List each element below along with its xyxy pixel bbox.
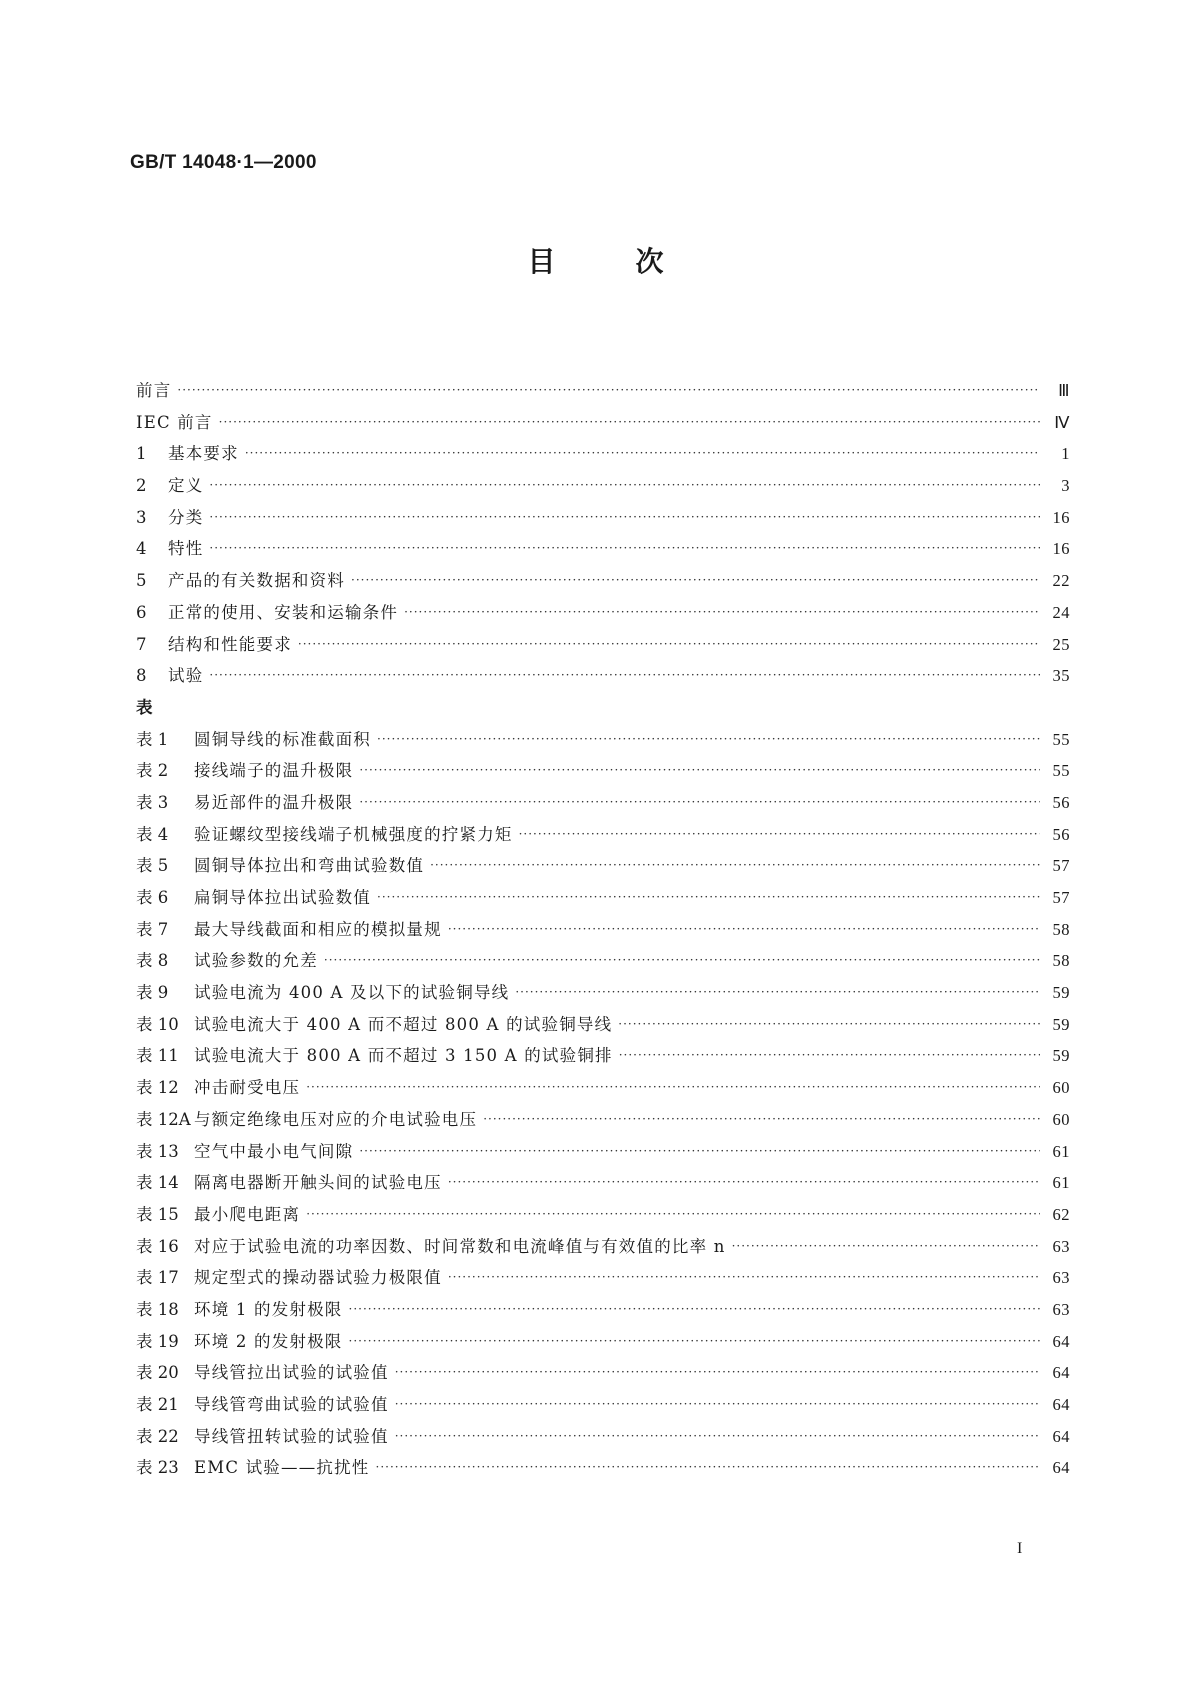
toc-table-page: 64 (1052, 1426, 1070, 1446)
toc-table-page: 57 (1052, 856, 1070, 876)
toc-table-label: EMC 试验——抗扰性 (194, 1458, 370, 1478)
toc-table-page: 55 (1052, 761, 1070, 781)
toc-table-page: 62 (1052, 1204, 1070, 1224)
toc-table-label: 试验电流为 400 A 及以下的试验铜导线 (194, 983, 510, 1003)
toc-table-entry[interactable] (136, 821, 1070, 853)
toc-table-page: 58 (1052, 919, 1070, 939)
page-title-part1: 目 (527, 245, 556, 278)
toc-entry[interactable] (136, 535, 1070, 567)
toc-table-number: 表 18 (136, 1299, 179, 1319)
toc-table-number: 表 12A (136, 1109, 191, 1129)
toc-table-entry[interactable] (136, 1359, 1070, 1391)
toc-leader (483, 1112, 1040, 1126)
toc-table-entry[interactable] (136, 852, 1070, 884)
toc-leader (219, 415, 1040, 429)
toc-table-number: 表 19 (136, 1331, 179, 1351)
toc-table-entry[interactable] (136, 1454, 1070, 1486)
toc-leader (177, 383, 1040, 397)
toc-tables-heading (136, 694, 1070, 726)
toc-entry-number: 8 (136, 666, 147, 686)
toc-table-label: 易近部件的温升极限 (194, 792, 354, 812)
toc-table-label: 验证螺纹型接线端子机械强度的拧紧力矩 (194, 824, 513, 844)
toc-table-entry[interactable] (136, 757, 1070, 789)
toc-leader (306, 1207, 1040, 1221)
toc-entry-label: 前言 (136, 381, 172, 400)
toc-leader (404, 605, 1040, 619)
toc-table-label: 最小爬电距离 (194, 1204, 301, 1224)
toc-leader (515, 985, 1040, 999)
toc-table-page: 63 (1052, 1236, 1070, 1256)
toc-leader (359, 763, 1040, 777)
toc-table-label: 规定型式的操动器试验力极限值 (194, 1268, 442, 1288)
toc-table-label: 接线端子的温升极限 (194, 761, 354, 781)
toc-leader (519, 827, 1040, 841)
toc-entry[interactable] (136, 409, 1070, 441)
toc-entry-page: Ⅲ (1058, 381, 1070, 400)
toc-entry-number: 5 (136, 571, 147, 591)
toc-table-page: 59 (1052, 1014, 1070, 1034)
toc-entry-page: 25 (1052, 634, 1070, 654)
toc-leader (448, 1175, 1040, 1189)
toc-table-label: 最大导线截面和相应的模拟量规 (194, 919, 442, 939)
toc-table-number: 表 4 (136, 824, 169, 844)
toc-table-page: 64 (1052, 1331, 1070, 1351)
toc-tables-heading-label: 表 (136, 697, 154, 717)
toc-entry-number: 4 (136, 539, 147, 559)
toc-entry-number: 6 (136, 602, 147, 622)
toc-entry-page: 22 (1052, 571, 1070, 591)
toc-leader (324, 953, 1040, 967)
toc-entry-page: 3 (1061, 476, 1070, 496)
toc-table-number: 表 15 (136, 1204, 179, 1224)
toc-leader (209, 478, 1040, 492)
toc-table-page: 55 (1052, 729, 1070, 749)
standard-code: GB/T 14048·1—2000 (130, 152, 317, 173)
toc-table-number: 表 17 (136, 1268, 179, 1288)
toc-leader (376, 1460, 1040, 1474)
toc-table-number: 表 1 (136, 729, 169, 749)
toc-table-label: 试验电流大于 800 A 而不超过 3 150 A 的试验铜排 (194, 1046, 613, 1066)
toc-table-label: 对应于试验电流的功率因数、时间常数和电流峰值与有效值的比率 n (194, 1236, 726, 1256)
toc-leader (395, 1429, 1040, 1443)
toc-table-entry[interactable] (136, 726, 1070, 758)
toc-entry[interactable] (136, 662, 1070, 694)
toc-entry-label: IEC 前言 (136, 412, 213, 432)
toc-table-number: 表 21 (136, 1395, 179, 1414)
toc-table-page: 56 (1052, 824, 1070, 844)
toc-table-page: 59 (1052, 1046, 1070, 1066)
toc-table-number: 表 7 (136, 919, 169, 939)
toc-table-label: 导线管扭转试验的试验值 (194, 1426, 389, 1446)
toc-table-number: 表 11 (136, 1046, 179, 1066)
toc-table-entry[interactable] (136, 1328, 1070, 1360)
toc-table-entry[interactable] (136, 1169, 1070, 1201)
toc-table-number: 表 2 (136, 761, 169, 781)
toc-entry-label: 正常的使用、安装和运输条件 (168, 602, 399, 622)
toc-leader (298, 637, 1040, 651)
toc-leader (618, 1017, 1040, 1031)
toc-table-label: 圆铜导体拉出和弯曲试验数值 (194, 856, 425, 876)
toc-table-entry[interactable] (136, 884, 1070, 916)
toc-leader (351, 573, 1040, 587)
toc-table-page: 63 (1052, 1299, 1070, 1319)
toc-table-number: 表 14 (136, 1173, 179, 1193)
toc-leader (395, 1397, 1040, 1411)
toc-table-page: 61 (1052, 1141, 1070, 1161)
toc-table-entry[interactable] (136, 789, 1070, 821)
toc-table-entry[interactable] (136, 1233, 1070, 1265)
toc-entry-label: 定义 (168, 476, 204, 496)
toc-table-number: 表 5 (136, 856, 169, 876)
toc-table-page: 64 (1052, 1395, 1070, 1414)
toc-entry-page: 16 (1052, 539, 1070, 559)
toc-leader (245, 446, 1040, 460)
toc-entry-page: 1 (1061, 444, 1070, 464)
toc-table-label: 扁铜导体拉出试验数值 (194, 888, 371, 907)
toc-entry[interactable] (136, 504, 1070, 536)
toc-leader (209, 541, 1040, 555)
toc-table-label: 导线管弯曲试验的试验值 (194, 1395, 389, 1414)
toc-table-page: 57 (1052, 888, 1070, 907)
page-number: I (1017, 1540, 1023, 1557)
toc-leader (209, 668, 1040, 682)
toc-leader (448, 1270, 1040, 1284)
table-of-contents (136, 377, 1070, 1486)
toc-entry-label: 产品的有关数据和资料 (168, 571, 345, 591)
toc-table-entry[interactable] (136, 947, 1070, 979)
toc-table-entry[interactable] (136, 1011, 1070, 1043)
toc-table-number: 表 10 (136, 1014, 179, 1034)
toc-leader (377, 732, 1040, 746)
toc-leader (619, 1048, 1040, 1062)
toc-leader (209, 510, 1040, 524)
toc-table-entry[interactable] (136, 1042, 1070, 1074)
page-title (0, 240, 1191, 280)
toc-table-label: 导线管拉出试验的试验值 (194, 1363, 389, 1383)
toc-entry[interactable] (136, 599, 1070, 631)
toc-entry-page: Ⅳ (1054, 412, 1070, 432)
toc-entry-label: 试验 (168, 666, 204, 686)
toc-entry-label: 基本要求 (168, 444, 239, 464)
toc-table-number: 表 16 (136, 1236, 179, 1256)
toc-table-label: 与额定绝缘电压对应的介电试验电压 (194, 1109, 478, 1129)
toc-entry[interactable] (136, 567, 1070, 599)
toc-entry-label: 特性 (168, 539, 204, 559)
toc-table-label: 环境 2 的发射极限 (194, 1331, 343, 1351)
toc-table-number: 表 8 (136, 951, 169, 971)
toc-entry[interactable] (136, 631, 1070, 663)
toc-table-label: 试验参数的允差 (194, 951, 318, 971)
toc-table-label: 冲击耐受电压 (194, 1078, 301, 1098)
toc-leader (349, 1334, 1041, 1348)
toc-table-number: 表 22 (136, 1426, 179, 1446)
toc-entry[interactable] (136, 472, 1070, 504)
toc-table-page: 60 (1052, 1078, 1070, 1098)
toc-table-number: 表 13 (136, 1141, 179, 1161)
toc-table-entry[interactable] (136, 1138, 1070, 1170)
toc-leader (349, 1302, 1041, 1316)
toc-entry-label: 结构和性能要求 (168, 634, 292, 654)
toc-table-label: 空气中最小电气间隙 (194, 1141, 354, 1161)
toc-leader (306, 1080, 1040, 1094)
toc-table-label: 环境 1 的发射极限 (194, 1299, 343, 1319)
toc-table-entry[interactable] (136, 979, 1070, 1011)
toc-leader (359, 1144, 1040, 1158)
toc-table-page: 63 (1052, 1268, 1070, 1288)
toc-leader (395, 1365, 1040, 1379)
toc-entry-page: 16 (1052, 507, 1070, 527)
toc-table-page: 61 (1052, 1173, 1070, 1193)
toc-table-entry[interactable] (136, 1264, 1070, 1296)
toc-entry-number: 2 (136, 476, 147, 496)
toc-leader (448, 922, 1040, 936)
toc-entry[interactable] (136, 440, 1070, 472)
toc-table-number: 表 20 (136, 1363, 179, 1383)
toc-table-page: 64 (1052, 1458, 1070, 1478)
toc-entry-number: 7 (136, 634, 147, 654)
toc-table-number: 表 9 (136, 983, 169, 1003)
toc-table-entry[interactable] (136, 916, 1070, 948)
toc-table-number: 表 12 (136, 1078, 179, 1098)
toc-table-entry[interactable] (136, 1423, 1070, 1455)
toc-table-entry[interactable] (136, 1296, 1070, 1328)
toc-entry-number: 1 (136, 444, 147, 464)
toc-entry-page: 35 (1052, 666, 1070, 686)
toc-leader (732, 1239, 1040, 1253)
toc-entry-number: 3 (136, 507, 147, 527)
page-title-part2: 次 (635, 245, 664, 278)
toc-table-page: 64 (1052, 1363, 1070, 1383)
toc-table-number: 表 23 (136, 1458, 179, 1478)
toc-table-number: 表 3 (136, 792, 169, 812)
toc-table-label: 隔离电器断开触头间的试验电压 (194, 1173, 442, 1193)
toc-leader (430, 858, 1040, 872)
toc-table-entry[interactable] (136, 1074, 1070, 1106)
toc-entry-label: 分类 (168, 507, 204, 527)
toc-table-label: 试验电流大于 400 A 而不超过 800 A 的试验铜导线 (194, 1014, 613, 1034)
toc-entry-page: 24 (1052, 602, 1070, 622)
toc-table-entry[interactable] (136, 1201, 1070, 1233)
toc-table-page: 56 (1052, 792, 1070, 812)
toc-table-entry[interactable] (136, 1391, 1070, 1423)
toc-entry[interactable] (136, 377, 1070, 409)
toc-table-page: 59 (1052, 983, 1070, 1003)
toc-table-entry[interactable] (136, 1106, 1070, 1138)
toc-leader (377, 890, 1040, 904)
toc-table-number: 表 6 (136, 888, 169, 907)
toc-table-page: 60 (1052, 1109, 1070, 1129)
toc-table-label: 圆铜导线的标准截面积 (194, 729, 371, 749)
toc-table-page: 58 (1052, 951, 1070, 971)
toc-leader (359, 795, 1040, 809)
